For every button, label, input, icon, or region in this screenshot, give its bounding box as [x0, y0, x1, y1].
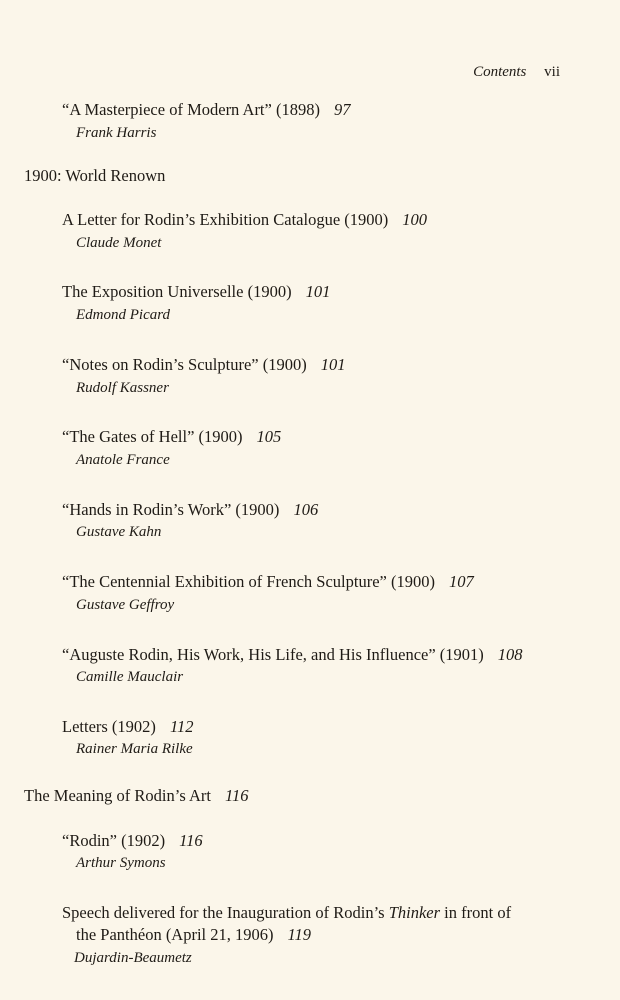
- entry-title-text: The Exposition Universelle (1900): [62, 282, 292, 301]
- toc-entry-title: [62, 903, 511, 923]
- entry-page-number: 106: [293, 500, 319, 519]
- toc-entry-title: [62, 282, 330, 302]
- entry-title-text: A Letter for Rodin’s Exhibition Catalogue (1900): [62, 210, 389, 229]
- toc-entry-title: [62, 645, 523, 665]
- toc-entry-title: [62, 100, 350, 120]
- toc-entry-author: Gustave Kahn: [76, 524, 162, 540]
- entry-page-number: 112: [169, 717, 194, 736]
- entry-page-number: 105: [256, 427, 282, 446]
- toc-entry-title: [62, 500, 318, 520]
- toc-entry-title: [62, 427, 281, 447]
- entry-title-text-line2: the Panthéon (April 21, 1906): [76, 925, 274, 944]
- running-head-page-number: vii: [544, 64, 560, 80]
- section-page-number: 116: [224, 786, 249, 805]
- entry-page-number: 100: [402, 210, 428, 229]
- entry-title-italic: Thinker: [388, 903, 441, 922]
- toc-entry-author: Rudolf Kassner: [76, 380, 169, 396]
- section-heading: 1900: World Renown: [24, 166, 166, 185]
- section-heading: [24, 786, 249, 806]
- entry-page-number: 101: [320, 355, 346, 374]
- toc-entry-author: Anatole France: [76, 452, 170, 468]
- entry-title-text: “A Masterpiece of Modern Art” (1898): [62, 100, 320, 119]
- entry-page-number: 97: [333, 100, 351, 119]
- toc-entry-title: [62, 355, 345, 375]
- entry-title-text: “Notes on Rodin’s Sculpture” (1900): [62, 355, 307, 374]
- toc-entry-title: [62, 210, 427, 230]
- toc-entry-title: [62, 717, 193, 737]
- entry-page-number: 107: [448, 572, 474, 591]
- toc-entry-author: Arthur Symons: [76, 855, 166, 871]
- entry-title-text: “Auguste Rodin, His Work, His Life, and His Influence” (1901): [62, 645, 484, 664]
- toc-entry-author: Rainer Maria Rilke: [76, 741, 193, 757]
- entry-page-number: 101: [305, 282, 331, 301]
- entry-page-number: 108: [497, 645, 523, 664]
- entry-title-text: “Rodin” (1902): [62, 831, 166, 850]
- toc-entry-author: Gustave Geffroy: [76, 597, 175, 613]
- toc-entry-title: [62, 572, 474, 592]
- section-heading-text: The Meaning of Rodin’s Art: [24, 786, 211, 805]
- entry-title-text-cont: in front of: [444, 903, 512, 922]
- toc-entry-title-continued: [76, 925, 311, 945]
- entry-page-number: 116: [179, 831, 203, 850]
- toc-entry-title: [62, 831, 203, 851]
- toc-entry-author: Camille Mauclair: [76, 669, 184, 685]
- entry-title-text: Speech delivered for the Inauguration of Rodin’s: [62, 903, 385, 922]
- entry-title-text: “Hands in Rodin’s Work” (1900): [62, 500, 280, 519]
- entry-page-number: 119: [287, 925, 312, 944]
- toc-entry-author: Edmond Picard: [76, 307, 171, 323]
- entry-title-text: “The Gates of Hell” (1900): [62, 427, 243, 446]
- toc-entry-author: Claude Monet: [76, 235, 162, 251]
- entry-title-text: “The Centennial Exhibition of French Sculpture” (1900): [62, 572, 435, 591]
- toc-entry-author: Frank Harris: [76, 125, 157, 141]
- running-head: [473, 64, 560, 81]
- running-head-label: Contents: [473, 64, 527, 80]
- toc-entry-author: Dujardin-Beaumetz: [74, 950, 192, 966]
- entry-title-text: Letters (1902): [62, 717, 156, 736]
